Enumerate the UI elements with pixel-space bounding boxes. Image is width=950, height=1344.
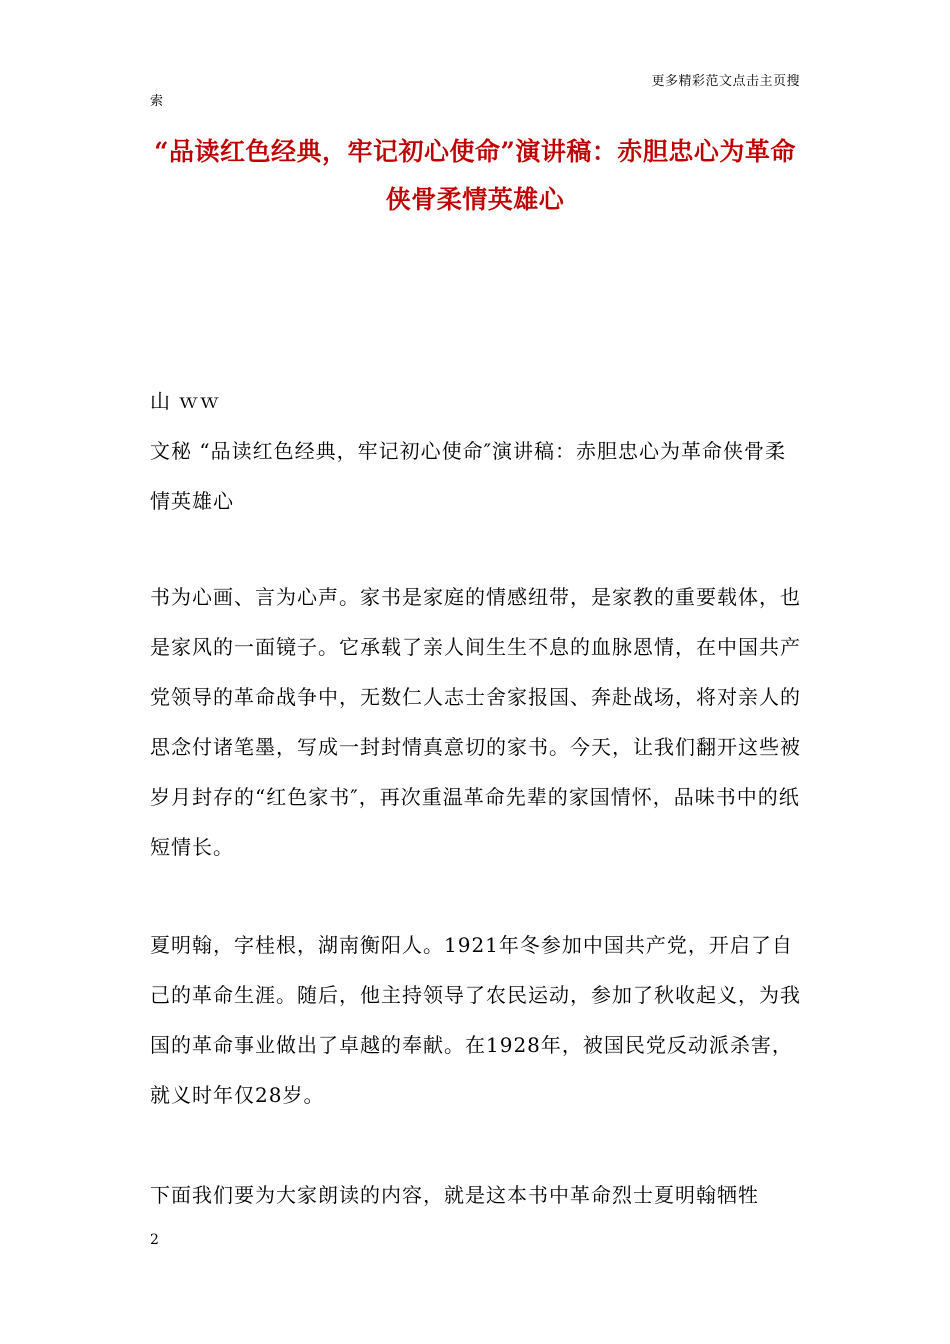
paragraph-text: 下面我们要为大家朗读的内容，就是这本书中革命烈士夏明翰牺牲 bbox=[150, 1183, 759, 1207]
paragraph-text: 夏明翰，字桂根，湖南衡阳人。1921年冬参加中国共产党，开启了自己的革命生涯。随后，他主持领导了农民运动，参加了秋收起义，为我国的革命事业做出了卓越的奉献。在1928年，被国民党反动派杀害，就义时年仅28岁。 bbox=[150, 933, 801, 1107]
page-number: 2 bbox=[150, 1232, 159, 1248]
header-link-text[interactable]: 更多精彩范文点击主页搜 bbox=[651, 74, 800, 89]
paragraph-text: 书为心画、言为心声。家书是家庭的情感纽带，是家教的重要载体，也是家风的一面镜子。它承载了亲人间生生不息的血脉恩情，在中国共产党领导的革命战争中，无数仁人志士舍家报国、奔赴战场，将对亲人的思念付诸笔墨，写成一封封情真意切的家书。今天，让我们翻开这些被岁月封存的“红色家书″，再次重温革命先辈的家国情怀，品味书中的纸短情长。 bbox=[150, 585, 801, 859]
header-link-text-continued[interactable]: 索 bbox=[150, 94, 164, 109]
meta-block bbox=[150, 376, 802, 526]
paragraph-reading bbox=[150, 1170, 802, 1220]
source-line: 山 ｗｗ bbox=[150, 389, 221, 413]
paragraph-biography bbox=[150, 920, 802, 1120]
paragraph-intro bbox=[150, 572, 802, 872]
document-subtitle: 文秘 “品读红色经典，牢记初心使命″演讲稿：赤胆忠心为革命侠骨柔情英雄心 bbox=[150, 439, 787, 513]
document-title: “品读红色经典，牢记初心使命”演讲稿：赤胆忠心为革命侠骨柔情英雄心 bbox=[154, 137, 796, 214]
